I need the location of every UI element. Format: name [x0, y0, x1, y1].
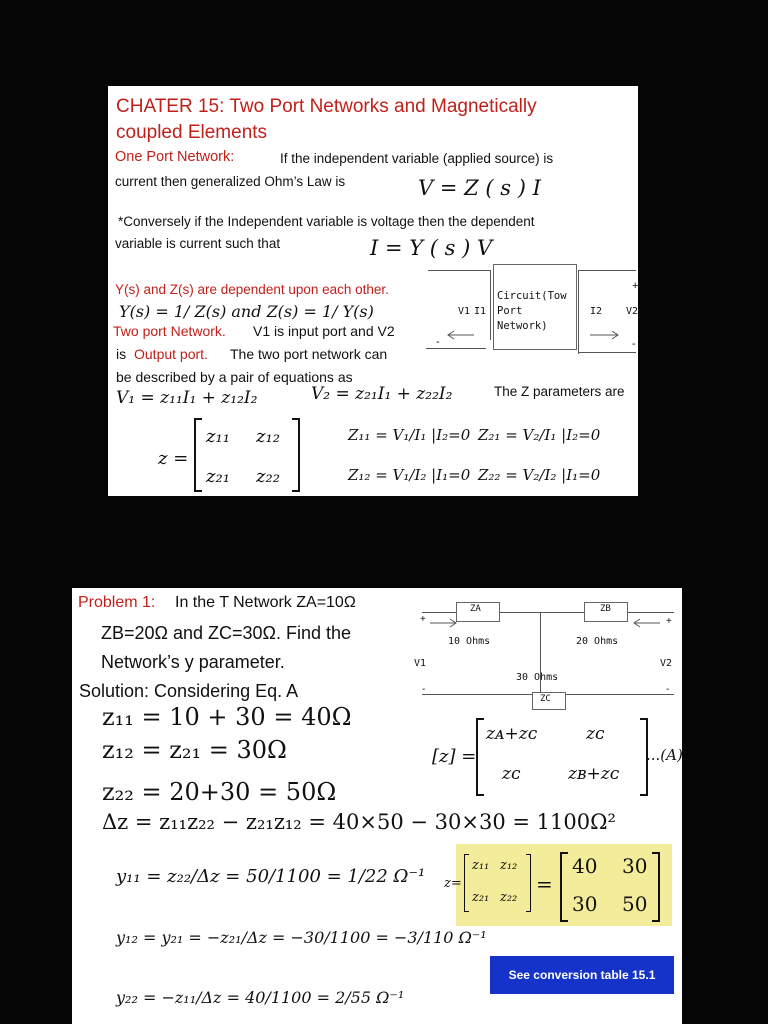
z-matrix-a12: zᴄ [586, 724, 605, 744]
slide-1-title-line2: coupled Elements [116, 122, 268, 143]
circuit-v2-label: V2 [626, 306, 639, 317]
z-matrix-label: [z] = [432, 746, 477, 767]
zc-value: 30 Ohms [516, 672, 559, 683]
eq-delta-z: Δz = z₁₁z₂₂ − z₂₁z₁₂ = 40×50 − 30×30 = 1100Ω² [102, 810, 616, 834]
wire-bottom-left [426, 348, 486, 349]
solution-text: Solution: Considering Eq. A [79, 681, 299, 701]
z-matrix-a22: zʙ+zᴄ [568, 764, 620, 784]
zb-label: ZB [600, 604, 611, 614]
wire-left-vertical [490, 270, 491, 340]
see-conversion-table-button[interactable]: See conversion table 15.1 [490, 956, 674, 994]
z22-definition: Z₂₂ = V₂/I₂ |I₁=0 [478, 466, 601, 484]
matrix-bracket-right [292, 418, 300, 492]
small-bracket-right [526, 854, 531, 912]
z-num-21: 30 [572, 892, 598, 916]
z-small-11: z₁₁ [472, 858, 490, 873]
circuit-box-line2: Port [497, 305, 523, 317]
z-matrix-bracket-left [476, 718, 484, 796]
eq-z11: z₁₁ = 10 + 30 = 40Ω [102, 703, 352, 731]
plus-right: + [666, 616, 672, 627]
ohm-text: current then generalized Ohm’s Law is [115, 174, 346, 189]
za-label: ZA [470, 604, 481, 614]
z-small-label: z= [444, 876, 462, 891]
zb-value: 20 Ohms [576, 636, 619, 647]
z-matrix-a11: zᴀ+zᴄ [486, 724, 538, 744]
conversely-line1: *Conversely if the Independent variable is voltage then the dependent [118, 214, 535, 229]
eq-a-tag: ...(A) [646, 746, 683, 764]
wire-top-right [578, 270, 636, 271]
z-num-11: 40 [572, 854, 598, 878]
eq-y-z-relation: Y(s) = 1/ Z(s) and Z(s) = 1/ Y(s) [119, 302, 374, 321]
small-bracket-left [464, 854, 469, 912]
z-small-22: z₂₂ [500, 890, 518, 905]
eq-y11: y₁₁ = z₂₂/Δz = 50/1100 = 1/22 Ω⁻¹ [116, 866, 426, 887]
matrix-z21: z₂₁ [206, 466, 230, 487]
minus-right: - [666, 684, 670, 695]
problem-text: In the T Network ZA=10Ω [175, 594, 356, 611]
circuit-i2-label: I2 [590, 306, 603, 317]
eq-i-ys-v: I = Y ( s ) V [370, 236, 493, 260]
z11-definition: Z₁₁ = V₁/I₁ |I₂=0 [348, 426, 471, 444]
arrow-icon [588, 330, 622, 340]
z21-definition: Z₂₁ = V₂/I₁ |I₂=0 [478, 426, 601, 444]
output-port-label: Output port. [134, 346, 208, 362]
one-port-text: If the independent variable (applied source) is [280, 151, 554, 166]
two-port-text: V1 is input port and V2 [253, 323, 395, 339]
wire-top-left [428, 270, 490, 271]
problem-line3: Network’s y parameter. [101, 652, 285, 672]
one-port-label: One Port Network: [115, 149, 235, 165]
eq-v1: V₁ = z₁₁I₁ + z₁₂I₂ [116, 388, 258, 408]
za-value: 10 Ohms [448, 636, 491, 647]
slide-2 [72, 588, 682, 1024]
circuit-v1-label: V1 [458, 306, 471, 317]
eq-z12-z21: z₁₂ = z₂₁ = 30Ω [102, 736, 287, 764]
circuit-box-line1: Circuit(Tow [497, 290, 567, 302]
num-bracket-left [560, 852, 568, 922]
wire-right-vertical [578, 270, 579, 354]
matrix-z22: z₂₂ [256, 466, 280, 487]
z-num-12: 30 [622, 854, 648, 878]
matrix-z12: z₁₂ [256, 426, 280, 447]
eq-y22: y₂₂ = −z₁₁/Δz = 40/1100 = 2/55 Ω⁻¹ [116, 988, 405, 1007]
num-bracket-right [652, 852, 660, 922]
arrow-icon [428, 618, 458, 628]
v2-label: V2 [660, 658, 673, 669]
described-text: be described by a pair of equations as [116, 369, 353, 385]
problem-label: Problem 1: [78, 594, 156, 611]
arrow-icon [446, 330, 476, 340]
circuit-minus-right: - [632, 338, 636, 350]
eq-z22: z₂₂ = 20+30 = 50Ω [102, 778, 337, 806]
z-matrix-label: z = [158, 448, 189, 469]
z-parameters-text: The Z parameters are [494, 384, 625, 399]
eq-v2: V₂ = z₂₁I₁ + z₂₂I₂ [311, 384, 453, 404]
problem-line2: ZB=20Ω and ZC=30Ω. Find the [101, 623, 352, 643]
equals-sign: = [536, 872, 553, 896]
z-num-22: 50 [622, 892, 648, 916]
two-port-can: The two port network can [230, 346, 388, 362]
circuit-plus-right: + [632, 280, 639, 292]
wire-bottom-right [578, 352, 636, 353]
plus-left: + [420, 614, 426, 625]
eq-y12-y21: y₁₂ = y₂₁ = −z₂₁/Δz = −30/1100 = −3/110 Ω⁻¹ [116, 928, 487, 947]
circuit-i1-label: I1 [474, 306, 487, 317]
minus-left: - [422, 684, 426, 695]
is-text: is [116, 346, 127, 362]
slide-1 [108, 86, 638, 496]
slide-1-title: CHATER 15: Two Port Networks and Magnetically [116, 96, 537, 117]
two-port-label: Two port Network. [113, 323, 226, 339]
arrow-icon [632, 618, 662, 628]
z-small-12: z₁₂ [500, 858, 518, 873]
z12-definition: Z₁₂ = V₁/I₂ |I₁=0 [348, 466, 471, 484]
matrix-z11: z₁₁ [206, 426, 230, 447]
matrix-bracket-left [194, 418, 202, 492]
dependent-text: Y(s) and Z(s) are dependent upon each other. [115, 282, 389, 297]
z-small-21: z₂₁ [472, 890, 490, 905]
eq-v-zs-i: V = Z ( s ) I [418, 176, 541, 200]
conversely-line2: variable is current such that [115, 236, 281, 251]
zc-label: ZC [540, 694, 551, 704]
circuit-minus-left: - [436, 336, 440, 348]
v1-label: V1 [414, 658, 427, 669]
z-matrix-a21: zᴄ [502, 764, 521, 784]
circuit-box-line3: Network) [497, 320, 548, 332]
